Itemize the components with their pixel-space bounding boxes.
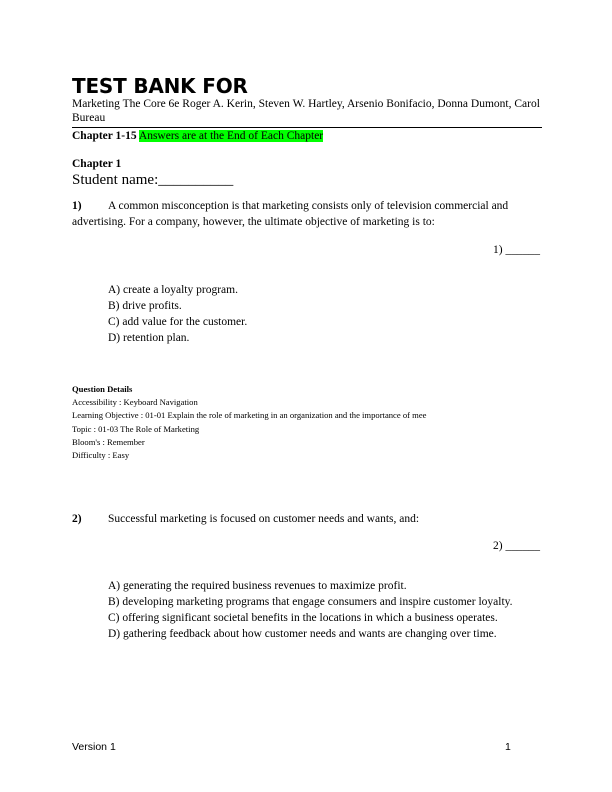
footer-version: Version 1	[72, 741, 116, 753]
chapter-heading: Chapter 1	[72, 158, 122, 170]
chapter-range: Chapter 1-15	[72, 130, 137, 142]
question-details-heading: Question Details	[72, 384, 133, 394]
detail-topic: Topic : 01-03 The Role of Marketing	[72, 423, 200, 434]
footer-page-number: 1	[505, 741, 511, 753]
detail-blooms: Bloom's : Remember	[72, 436, 145, 447]
detail-learning-objective: Learning Objective : 01-01 Explain the role of marketing in an organization and the importance of mee	[72, 410, 427, 421]
question-1-option-d: D) retention plan.	[108, 332, 190, 344]
question-1-number: 1)	[72, 200, 82, 212]
question-1-options	[108, 282, 548, 346]
answers-note: Answers are at the End of Each Chapter	[138, 130, 324, 142]
question-2-option-c: C) offering significant societal benefits in the locations in which a business operates.	[108, 612, 498, 624]
question-2-answer-slot: 2) ______	[493, 540, 540, 552]
detail-accessibility: Accessibility : Keyboard Navigation	[72, 397, 198, 408]
question-1-option-a: A) create a loyalty program.	[108, 284, 238, 296]
detail-difficulty: Difficulty : Easy	[72, 450, 130, 461]
question-2-text-content: Successful marketing is focused on customer needs and wants, and:	[108, 513, 420, 525]
question-1-text-content: A common misconception is that marketing consists only of television commercial and advertising. For a company, however, the ultimate objective of marketing is to:	[72, 200, 509, 228]
question-2-option-b: B) developing marketing programs that engage consumers and inspire customer loyalty.	[108, 596, 513, 608]
header-divider	[72, 127, 542, 128]
question-2-option-d: D) gathering feedback about how customer needs and wants are changing over time.	[108, 628, 497, 640]
question-2-number: 2)	[72, 513, 82, 525]
question-2-text	[72, 511, 542, 527]
question-details	[72, 383, 552, 462]
question-2-options	[108, 578, 548, 642]
question-2-option-a: A) generating the required business revenues to maximize profit.	[108, 580, 407, 592]
question-1-option-c: C) add value for the customer.	[108, 316, 248, 328]
question-1-answer-slot: 1) ______	[493, 244, 540, 256]
document-subtitle: Marketing The Core 6e Roger A. Kerin, Steven W. Hartley, Arsenio Bonifacio, Donna Dumont, Carol Bureau	[72, 98, 540, 124]
question-1-option-b: B) drive profits.	[108, 300, 182, 312]
document-title: TEST BANK FOR	[72, 74, 248, 98]
chapter-range-line	[72, 129, 323, 143]
question-1-text	[72, 198, 542, 230]
student-name-field: Student name:__________	[72, 172, 234, 188]
